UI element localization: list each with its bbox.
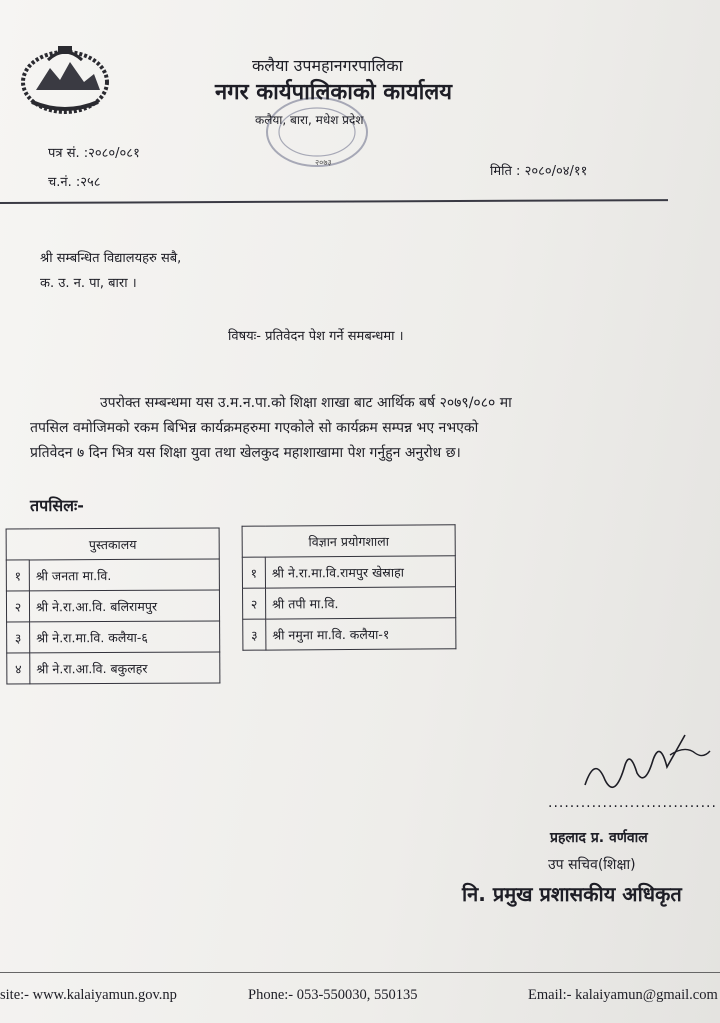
municipality-name: कलैया उपमहानगरपालिका	[252, 56, 403, 75]
nepal-emblem-logo	[18, 40, 113, 118]
letter-date: मिति : २०८०/०४/११	[490, 164, 588, 179]
science-lab-table-header: विज्ञान प्रयोगशाला	[242, 525, 455, 557]
table-row	[7, 652, 220, 684]
header-divider	[0, 199, 668, 204]
letter-number: पत्र सं. :२०८०/०८१	[48, 146, 140, 161]
school-name: श्री ने.रा.आ.वि. बकुलहर	[30, 652, 220, 684]
row-number: २	[243, 588, 266, 619]
dispatch-number: च.नं. :२५८	[48, 175, 101, 190]
table-row	[7, 621, 220, 653]
table-row	[243, 618, 456, 650]
addressee-line-2: क. उ. न. पा, बारा ।	[40, 276, 137, 291]
school-name: श्री नमुना मा.वि. कलैया-१	[266, 618, 456, 650]
row-number: ४	[7, 653, 30, 684]
table-row	[6, 559, 219, 591]
footer-website: site:- www.kalaiyamun.gov.np	[0, 987, 177, 1003]
table-row	[242, 556, 455, 588]
body-line-2: तपसिल वमोजिमको रकम बिभिन्न कार्यक्रमहरुमा गएकोले सो कार्यक्रम सम्पन्न भए नभएको	[30, 420, 479, 436]
signature-line: ...............................	[548, 795, 717, 811]
office-title: नगर कार्यपालिकाको कार्यालय	[215, 80, 452, 105]
table-row	[243, 587, 456, 619]
footer-divider	[0, 972, 720, 973]
signatory-authority: नि. प्रमुख प्रशासकीय अधिकृत	[462, 882, 682, 906]
handwritten-signature	[575, 725, 715, 805]
body-line-1: उपरोक्त सम्बन्धमा यस उ.म.न.पा.को शिक्षा शाखा बाट आर्थिक बर्ष २०७९/०८० मा	[100, 395, 512, 411]
footer-phone: Phone:- 053-550030, 550135	[248, 987, 418, 1003]
body-line-3: प्रतिवेदन ७ दिन भित्र यस शिक्षा युवा तथा खेलकुद महाशाखामा पेश गर्नुहुन अनुरोध छ।	[30, 445, 461, 461]
school-name: श्री ने.रा.मा.वि.रामपुर खेस्राहा	[265, 556, 455, 588]
office-address: कलैया, बारा, मधेश प्रदेश	[255, 113, 364, 127]
row-number: २	[6, 591, 29, 622]
science-lab-table	[242, 524, 457, 650]
school-name: श्री तपी मा.वि.	[266, 587, 456, 619]
school-name: श्री ने.रा.आ.वि. बलिरामपुर	[29, 590, 219, 622]
library-table-header: पुस्तकालय	[6, 528, 219, 560]
school-name: श्री जनता मा.वि.	[29, 559, 219, 591]
school-name: श्री ने.रा.मा.वि. कलैया-६	[30, 621, 220, 653]
row-number: ३	[7, 622, 30, 653]
row-number: १	[242, 557, 265, 588]
tapsil-label: तपसिलः-	[30, 496, 84, 515]
subject-line: विषयः- प्रतिवेदन पेश गर्ने समबन्धमा ।	[228, 329, 404, 344]
addressee-line-1: श्री सम्बन्धित विद्यालयहरु सबै,	[40, 251, 182, 266]
row-number: १	[6, 560, 29, 591]
signatory-position: उप सचिव(शिक्षा)	[548, 857, 636, 873]
established-year: २०७३	[315, 158, 332, 167]
library-table	[6, 527, 221, 684]
footer-email: Email:- kalaiyamun@gmail.com	[528, 987, 718, 1003]
row-number: ३	[243, 619, 266, 650]
signatory-name: प्रहलाद प्र. वर्णवाल	[550, 830, 648, 846]
table-row	[6, 590, 219, 622]
